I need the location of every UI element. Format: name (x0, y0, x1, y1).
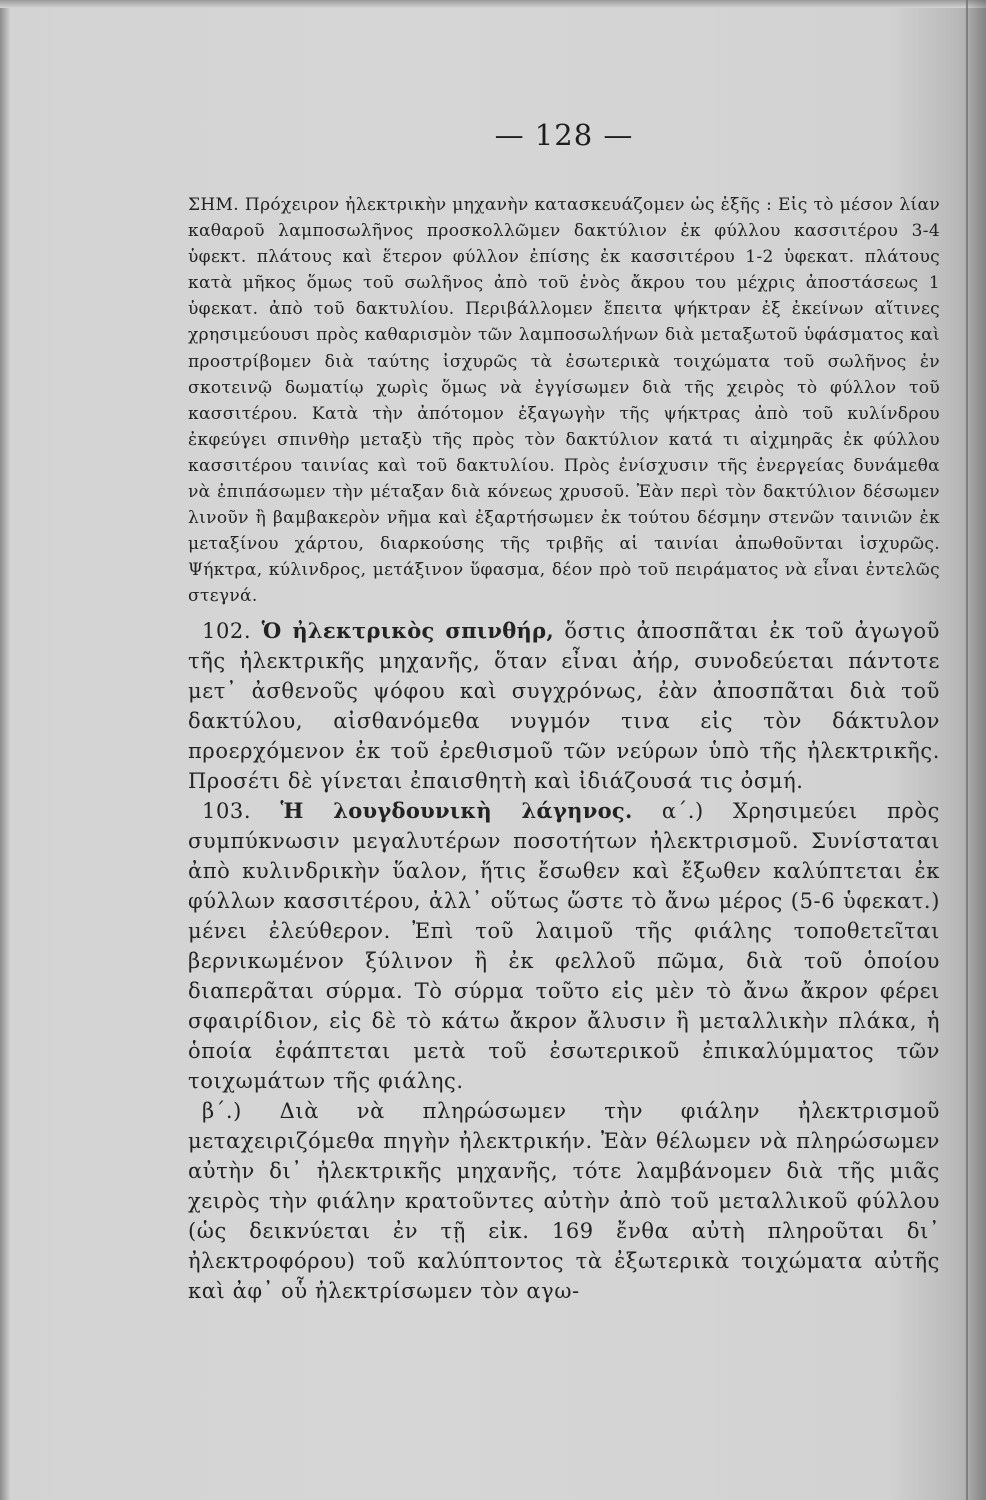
page-left-edge (0, 0, 10, 1500)
section-heading: Ὁ ἠλεκτρικὸς σπινθήρ, (261, 617, 554, 643)
binding-shadow (964, 0, 986, 1500)
section-heading: Ἡ λουγδουνικὴ λάγηνος. (280, 797, 633, 823)
section-text: α΄.) Χρησιμεύει πρὸς συμπύκνωσιν μεγαλυτέρων ποσοτήτων ἠλεκτρισμοῦ. Συνίσταται ἀπὸ κυλινδρικὴν ὕαλον, ἥτις ἔσωθεν καὶ ἔξωθεν καλύπτεται ἐκ φύλλων κασσιτέρου, ἀλλ᾽ οὕτως ὥστε τὸ ἄνω μέρος (5-6 ὑφεκατ.) μένει ἐλεύθερον. Ἐπὶ τοῦ λαιμοῦ τῆς φιάλης τοποθετεῖται βερνικωμένον ξύλινον ἢ ἐκ φελλοῦ πῶμα, διὰ τοῦ ὁποίου διαπερᾶται σύρμα. Τὸ σύρμα τοῦτο εἰς μὲν τὸ ἄνω ἄκρον φέρει σφαιρίδιον, εἰς δὲ τὸ κάτω ἄκρον ἄλυσιν ἢ μεταλλικὴν πλάκα, ἡ ὁποία ἐφάπτεται μετὰ τοῦ ἐσωτερικοῦ ἐπικαλύμματος τῶν τοιχωμάτων τῆς φιάλης. (188, 798, 940, 1093)
section-text: ὅστις ἀποσπᾶται ἐκ τοῦ ἀγωγοῦ τῆς ἠλεκτρικῆς μηχανῆς, ὅταν εἶναι ἀήρ, συνοδεύεται πάντοτε μετ᾽ ἀσθενοῦς ψόφου καὶ συγχρόνως, ἐὰν ἀποσπᾶται διὰ τοῦ δακτύλου, αἰσθανόμεθα νυγμόν τινα εἰς τὸν δάκτυλον προερχόμενον ἐκ τοῦ ἐρεθισμοῦ τῶν νεύρων ὑπὸ τῆς ἠλεκτρικῆς. Προσέτι δὲ γίνεται ἐπαισθητὴ καὶ ἰδιάζουσά τις ὀσμή. (188, 618, 940, 793)
section-103 (188, 796, 940, 1096)
section-number: 102. (202, 618, 252, 643)
section-number: 103. (202, 798, 252, 823)
page-top-edge (0, 0, 986, 8)
section-102 (188, 616, 940, 796)
paragraph-b: β΄.) Διὰ νὰ πληρώσωμεν τὴν φιάλην ἠλεκτρισμοῦ μεταχειριζόμεθα πηγὴν ἠλεκτρικήν. Ἐὰν θέλωμεν νὰ πληρώσωμεν αὐτὴν δι᾽ ἠλεκτρικῆς μηχανῆς, τότε λαμβάνομεν διὰ τῆς μιᾶς χειρὸς τὴν φιάλην κρατοῦντες αὐτὴν ἀπὸ τοῦ μεταλλικοῦ φύλλου (ὡς δεικνύεται ἐν τῇ εἰκ. 169 ἔνθα αὐτὴ πληροῦται δι᾽ ἠλεκτροφόρου) τοῦ καλύπτοντος τὰ ἐξωτερικὰ τοιχώματα αὐτῆς καὶ ἀφ᾽ οὗ ἠλεκτρίσωμεν τὸν αγω- (188, 1098, 940, 1303)
page-body (188, 118, 940, 1306)
page-number: — 128 — (494, 118, 634, 152)
note-paragraph: ΣΗΜ. Πρόχειρον ἠλεκτρικὴν μηχανὴν κατασκευάζομεν ὡς ἑξῆς : Εἰς τὸ μέσον λίαν καθαροῦ λαμποσωλῆνος προσκολλῶμεν δακτύλιον ἐκ φύλλου κασσιτέρου 3-4 ὑφεκτ. πλάτους καὶ ἕτερον φύλλον ἐπίσης ἐκ κασσιτέρου 1-2 ὑφεκατ. πλάτους κατὰ μῆκος ὅμως τοῦ σωλῆνος ἀπὸ τοῦ ἑνὸς ἄκρου του μέχρις ἀποστάσεως 1 ὑφεκατ. ἀπὸ τοῦ δακτυλίου. Περιβάλλομεν ἔπειτα ψήκτραν ἐξ ἐκείνων αἵτινες χρησιμεύουσι πρὸς καθαρισμὸν τῶν λαμποσωλήνων διὰ μεταξωτοῦ ὑφάσματος καὶ προστρίβομεν διὰ ταύτης ἰσχυρῶς τὰ ἐσωτερικὰ τοιχώματα τοῦ σωλῆνος ἐν σκοτεινῷ δωματίῳ χωρὶς ὅμως νὰ ἐγγίσωμεν διὰ τῆς χειρὸς τὸ φύλλον τοῦ κασσιτέρου. Κατὰ τὴν ἀπότομον ἐξαγωγὴν τῆς ψήκτρας ἀπὸ τοῦ κυλίνδρου ἐκφεύγει σπινθὴρ μεταξὺ τῆς πρὸς τὸν δακτύλιον κατά τι αἰχμηρᾶς ἐκ φύλλου κασσιτέρου ταινίας καὶ τοῦ δακτυλίου. Πρὸς ἐνίσχυσιν τῆς ἐνεργείας δυνάμεθα νὰ ἐπιπάσωμεν τὴν μέταξαν διὰ κόνεως χρυσοῦ. Ἐὰν περὶ τὸν δακτύλιον δέσωμεν λινοῦν ἢ βαμβακερὸν νῆμα καὶ ἐξαρτήσωμεν ἐκ τούτου δέσμην στενῶν ταινιῶν ἐκ μεταξίνου χάρτου, διαρκούσης τῆς τριβῆς αἱ ταινίαι ἀπωθοῦνται ἰσχυρῶς. Ψήκτρα, κύλινδρος, μετάξινον ὕφασμα, δέον πρὸ τοῦ πειράματος νὰ εἶναι ἐντελῶς στεγνά. (188, 195, 940, 607)
